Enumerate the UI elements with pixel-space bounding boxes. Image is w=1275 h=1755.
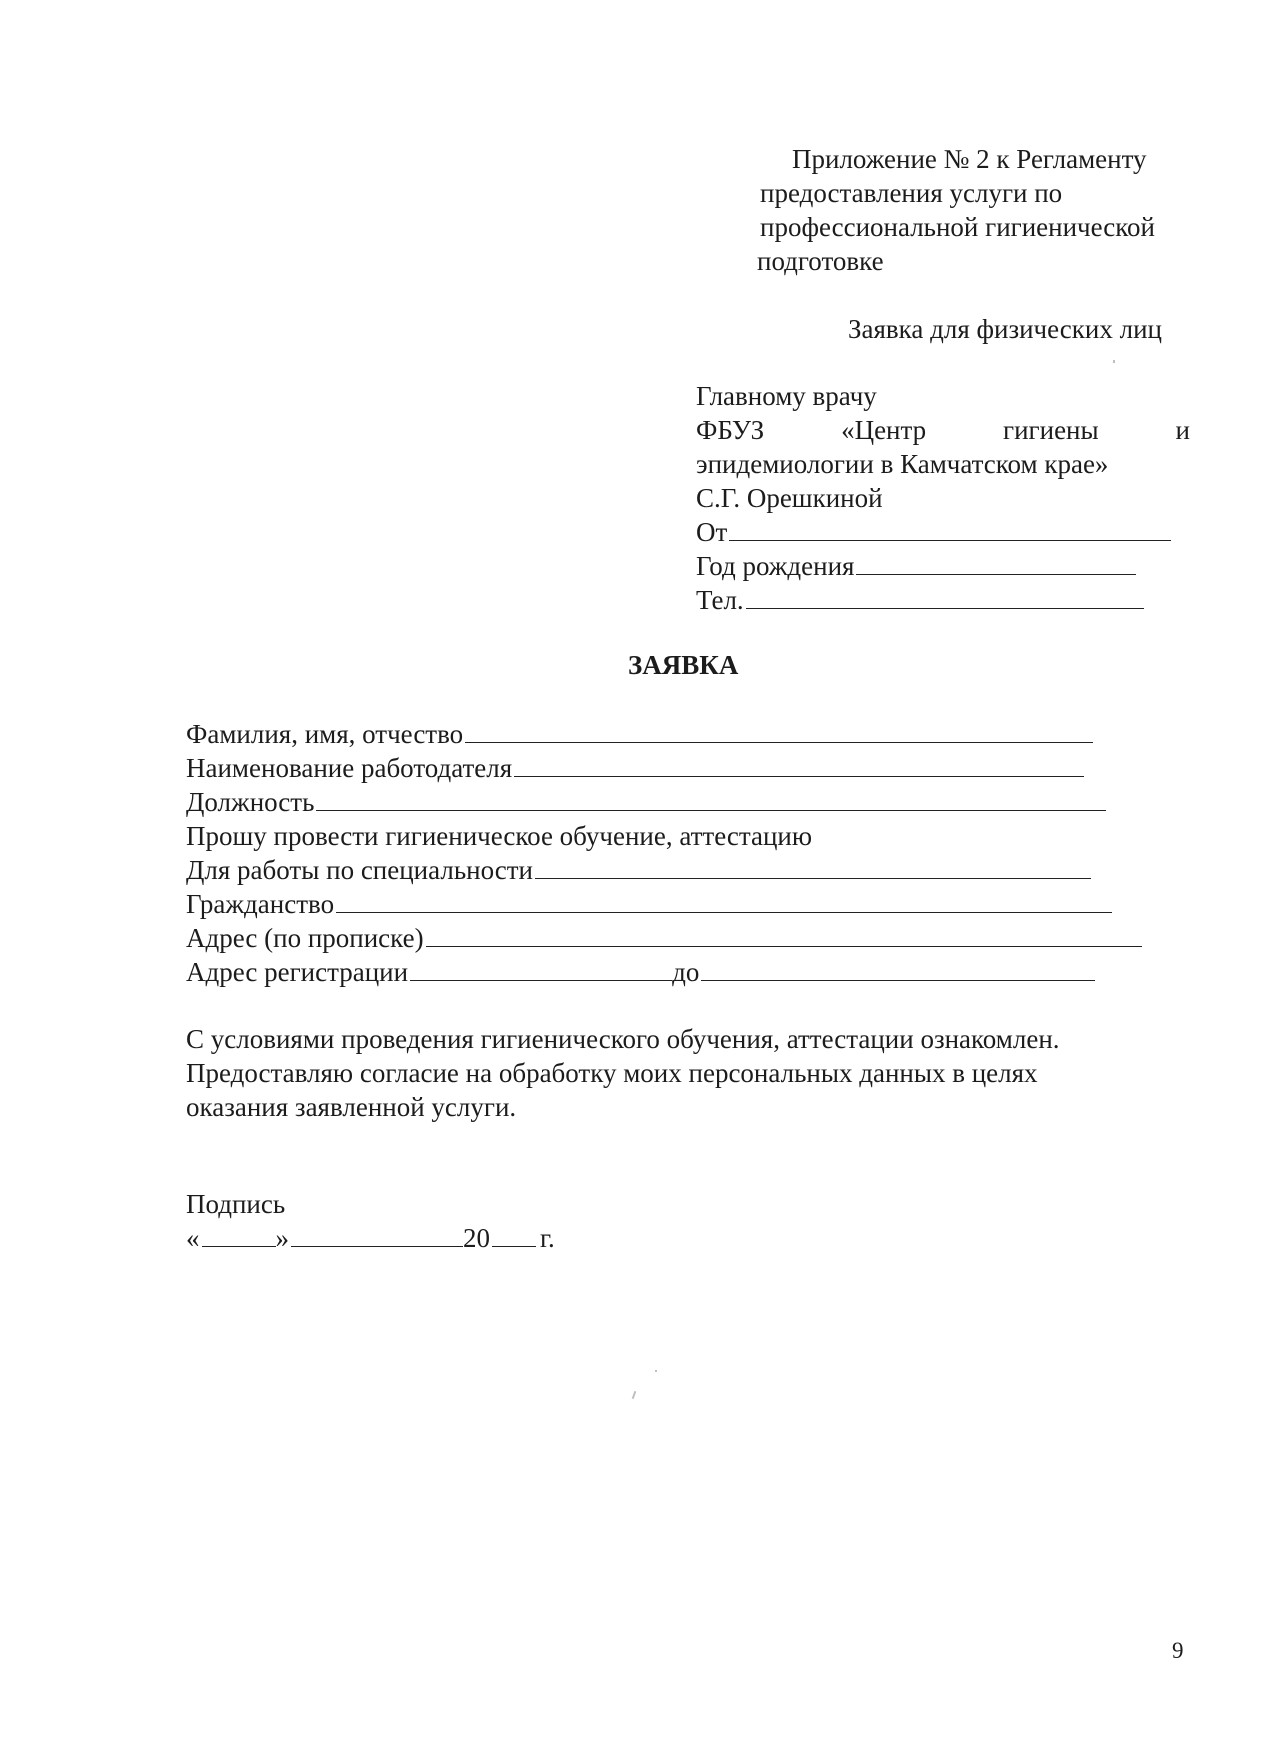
addressee-line-2	[696, 413, 1190, 447]
request-line: Прошу провести гигиеническое обучение, аттестацию	[186, 821, 813, 851]
phone-row	[696, 583, 1144, 617]
phone-label: Тел.	[696, 585, 744, 615]
registration-until-field[interactable]	[701, 958, 1095, 981]
addressee-line-4: С.Г. Орешкиной	[696, 483, 883, 513]
scan-speck	[655, 1370, 657, 1372]
addressee-word: и	[1175, 415, 1190, 445]
residence-address-label: Адрес (по прописке)	[186, 923, 424, 953]
registration-address-label: Адрес регистрации	[186, 957, 409, 987]
addressee-word: «Центр	[841, 415, 927, 445]
phone-field[interactable]	[746, 586, 1144, 609]
registration-from-field[interactable]	[410, 958, 672, 981]
day-field[interactable]	[202, 1224, 276, 1247]
employer-row	[186, 751, 1084, 785]
document-title: ЗАЯВКА	[628, 650, 739, 680]
residence-address-row	[186, 921, 1142, 955]
citizenship-field[interactable]	[336, 890, 1112, 913]
month-field[interactable]	[291, 1224, 463, 1247]
registration-address-row	[186, 955, 1095, 989]
scan-speck	[632, 1391, 637, 1399]
consent-line-2: Предоставляю согласие на обработку моих персональных данных в целях	[186, 1058, 1038, 1088]
birth-year-label: Год рождения	[696, 551, 855, 581]
until-label: до	[672, 957, 700, 987]
form-type: Заявка для физических лиц	[848, 314, 1162, 344]
birth-year-field[interactable]	[856, 552, 1136, 575]
birth-year-row	[696, 549, 1136, 583]
signature-label: Подпись	[186, 1189, 286, 1219]
employer-label: Наименование работодателя	[186, 753, 513, 783]
full-name-field[interactable]	[465, 720, 1093, 743]
appendix-line-2: предоставления услуги по	[760, 178, 1063, 208]
page-number: 9	[1172, 1638, 1184, 1663]
open-quote: «	[186, 1223, 200, 1253]
addressee-line-3: эпидемиологии в Камчатском крае»	[696, 449, 1109, 479]
specialty-row	[186, 853, 1091, 887]
year-suffix: г.	[540, 1223, 555, 1253]
from-label: От	[696, 517, 728, 547]
year-prefix: 20	[463, 1223, 490, 1253]
addressee-word: ФБУЗ	[696, 415, 765, 445]
specialty-field[interactable]	[535, 856, 1091, 879]
from-row	[696, 515, 1171, 549]
full-name-label: Фамилия, имя, отчество	[186, 719, 464, 749]
appendix-line-4: подготовке	[757, 246, 884, 276]
employer-field[interactable]	[514, 754, 1084, 777]
from-field[interactable]	[729, 518, 1171, 541]
date-row	[186, 1221, 555, 1255]
addressee-line-1: Главному врачу	[696, 381, 877, 411]
citizenship-label: Гражданство	[186, 889, 335, 919]
appendix-line-1: Приложение № 2 к Регламенту	[792, 144, 1147, 174]
position-field[interactable]	[316, 788, 1106, 811]
position-label: Должность	[186, 787, 315, 817]
position-row	[186, 785, 1106, 819]
appendix-line-3: профессиональной гигиенической	[760, 212, 1155, 242]
citizenship-row	[186, 887, 1112, 921]
consent-line-3: оказания заявленной услуги.	[186, 1092, 517, 1122]
consent-line-1: С условиями проведения гигиенического обучения, аттестации ознакомлен.	[186, 1024, 1060, 1054]
specialty-label: Для работы по специальности	[186, 855, 533, 885]
year-field[interactable]	[492, 1224, 536, 1247]
addressee-word: гигиены	[1003, 415, 1099, 445]
residence-address-field[interactable]	[426, 924, 1142, 947]
close-quote: »	[275, 1223, 289, 1253]
full-name-row	[186, 717, 1093, 751]
scan-speck	[1113, 360, 1115, 363]
